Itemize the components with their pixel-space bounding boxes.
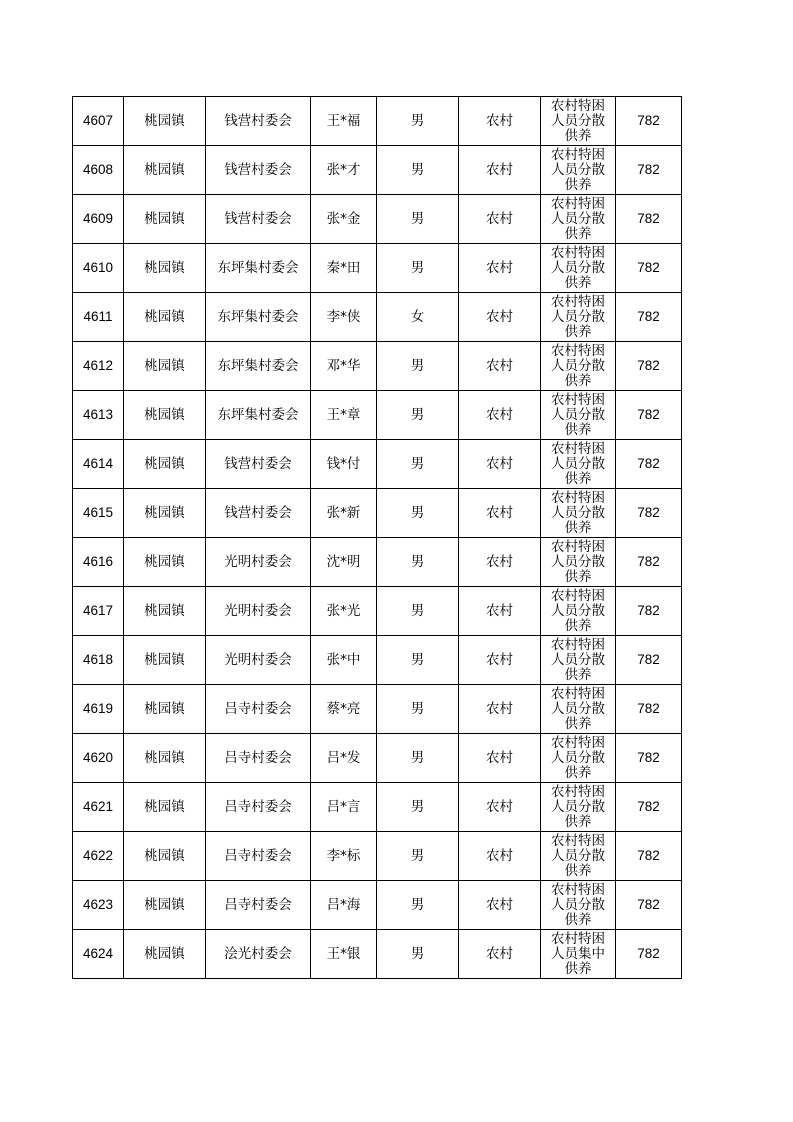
assistance-category-cell: [541, 97, 616, 146]
amount-cell: 782: [616, 734, 682, 783]
assistance-category-text: 农村特困人员分散供养: [551, 342, 605, 389]
records-table: [72, 96, 682, 979]
assistance-category-cell: [541, 489, 616, 538]
table-row: [73, 293, 682, 342]
gender-cell: 男: [377, 783, 459, 832]
person-name-cell: 王*福: [311, 97, 377, 146]
village-committee-cell: 钱营村委会: [206, 146, 311, 195]
person-name-cell: 秦*田: [311, 244, 377, 293]
village-committee-cell: 光明村委会: [206, 587, 311, 636]
person-name-cell: 吕*海: [311, 881, 377, 930]
residence-type-cell: 农村: [459, 440, 541, 489]
residence-type-cell: 农村: [459, 342, 541, 391]
record-number-cell: 4607: [73, 97, 124, 146]
record-number-cell: 4620: [73, 734, 124, 783]
person-name-cell: 钱*付: [311, 440, 377, 489]
record-number-cell: 4608: [73, 146, 124, 195]
amount-cell: 782: [616, 832, 682, 881]
village-committee-cell: 东坪集村委会: [206, 244, 311, 293]
residence-type-cell: 农村: [459, 489, 541, 538]
town-cell: 桃园镇: [124, 783, 206, 832]
person-name-cell: 李*侠: [311, 293, 377, 342]
assistance-category-text: 农村特困人员分散供养: [551, 195, 605, 242]
records-sheet: [72, 96, 682, 979]
assistance-category-text: 农村特困人员分散供养: [551, 391, 605, 438]
gender-cell: 男: [377, 636, 459, 685]
amount-cell: 782: [616, 195, 682, 244]
person-name-cell: 王*银: [311, 930, 377, 979]
person-name-cell: 张*才: [311, 146, 377, 195]
town-cell: 桃园镇: [124, 881, 206, 930]
amount-cell: 782: [616, 440, 682, 489]
residence-type-cell: 农村: [459, 783, 541, 832]
record-number-cell: 4617: [73, 587, 124, 636]
record-number-cell: 4621: [73, 783, 124, 832]
town-cell: 桃园镇: [124, 293, 206, 342]
person-name-cell: 王*章: [311, 391, 377, 440]
residence-type-cell: 农村: [459, 685, 541, 734]
assistance-category-cell: [541, 244, 616, 293]
assistance-category-text: 农村特困人员分散供养: [551, 783, 605, 830]
assistance-category-text: 农村特困人员分散供养: [551, 489, 605, 536]
residence-type-cell: 农村: [459, 930, 541, 979]
assistance-category-cell: [541, 342, 616, 391]
residence-type-cell: 农村: [459, 881, 541, 930]
table-row: [73, 440, 682, 489]
record-number-cell: 4610: [73, 244, 124, 293]
town-cell: 桃园镇: [124, 195, 206, 244]
residence-type-cell: 农村: [459, 195, 541, 244]
gender-cell: 男: [377, 195, 459, 244]
village-committee-cell: 吕寺村委会: [206, 881, 311, 930]
amount-cell: 782: [616, 636, 682, 685]
village-committee-cell: 东坪集村委会: [206, 293, 311, 342]
town-cell: 桃园镇: [124, 636, 206, 685]
table-row: [73, 195, 682, 244]
gender-cell: 女: [377, 293, 459, 342]
residence-type-cell: 农村: [459, 293, 541, 342]
person-name-cell: 张*光: [311, 587, 377, 636]
amount-cell: 782: [616, 685, 682, 734]
record-number-cell: 4624: [73, 930, 124, 979]
record-number-cell: 4614: [73, 440, 124, 489]
amount-cell: 782: [616, 244, 682, 293]
person-name-cell: 张*金: [311, 195, 377, 244]
residence-type-cell: 农村: [459, 538, 541, 587]
residence-type-cell: 农村: [459, 832, 541, 881]
town-cell: 桃园镇: [124, 734, 206, 783]
amount-cell: 782: [616, 587, 682, 636]
assistance-category-text: 农村特困人员分散供养: [551, 734, 605, 781]
gender-cell: 男: [377, 440, 459, 489]
town-cell: 桃园镇: [124, 832, 206, 881]
gender-cell: 男: [377, 587, 459, 636]
table-row: [73, 734, 682, 783]
village-committee-cell: 钱营村委会: [206, 489, 311, 538]
table-row: [73, 538, 682, 587]
assistance-category-cell: [541, 391, 616, 440]
assistance-category-cell: [541, 440, 616, 489]
table-row: [73, 881, 682, 930]
table-row: [73, 685, 682, 734]
person-name-cell: 吕*发: [311, 734, 377, 783]
town-cell: 桃园镇: [124, 342, 206, 391]
record-number-cell: 4615: [73, 489, 124, 538]
amount-cell: 782: [616, 881, 682, 930]
table-row: [73, 930, 682, 979]
person-name-cell: 张*新: [311, 489, 377, 538]
residence-type-cell: 农村: [459, 391, 541, 440]
assistance-category-cell: [541, 587, 616, 636]
assistance-category-cell: [541, 195, 616, 244]
person-name-cell: 张*中: [311, 636, 377, 685]
town-cell: 桃园镇: [124, 489, 206, 538]
gender-cell: 男: [377, 881, 459, 930]
assistance-category-cell: [541, 538, 616, 587]
amount-cell: 782: [616, 97, 682, 146]
record-number-cell: 4623: [73, 881, 124, 930]
table-row: [73, 489, 682, 538]
village-committee-cell: 钱营村委会: [206, 195, 311, 244]
town-cell: 桃园镇: [124, 587, 206, 636]
table-row: [73, 832, 682, 881]
assistance-category-text: 农村特困人员分散供养: [551, 146, 605, 193]
village-committee-cell: 吕寺村委会: [206, 685, 311, 734]
residence-type-cell: 农村: [459, 146, 541, 195]
residence-type-cell: 农村: [459, 636, 541, 685]
table-row: [73, 146, 682, 195]
gender-cell: 男: [377, 391, 459, 440]
assistance-category-text: 农村特困人员分散供养: [551, 97, 605, 144]
assistance-category-cell: [541, 685, 616, 734]
town-cell: 桃园镇: [124, 930, 206, 979]
table-row: [73, 342, 682, 391]
gender-cell: 男: [377, 97, 459, 146]
town-cell: 桃园镇: [124, 244, 206, 293]
amount-cell: 782: [616, 489, 682, 538]
record-number-cell: 4612: [73, 342, 124, 391]
assistance-category-cell: [541, 636, 616, 685]
gender-cell: 男: [377, 244, 459, 293]
assistance-category-text: 农村特困人员分散供养: [551, 440, 605, 487]
residence-type-cell: 农村: [459, 97, 541, 146]
amount-cell: 782: [616, 293, 682, 342]
town-cell: 桃园镇: [124, 146, 206, 195]
table-body: [73, 97, 682, 979]
person-name-cell: 吕*言: [311, 783, 377, 832]
record-number-cell: 4619: [73, 685, 124, 734]
gender-cell: 男: [377, 832, 459, 881]
assistance-category-cell: [541, 734, 616, 783]
gender-cell: 男: [377, 734, 459, 783]
village-committee-cell: 光明村委会: [206, 538, 311, 587]
person-name-cell: 沈*明: [311, 538, 377, 587]
assistance-category-text: 农村特困人员分散供养: [551, 685, 605, 732]
assistance-category-text: 农村特困人员分散供养: [551, 293, 605, 340]
town-cell: 桃园镇: [124, 538, 206, 587]
record-number-cell: 4613: [73, 391, 124, 440]
residence-type-cell: 农村: [459, 244, 541, 293]
assistance-category-text: 农村特困人员分散供养: [551, 636, 605, 683]
village-committee-cell: 东坪集村委会: [206, 391, 311, 440]
table-row: [73, 587, 682, 636]
village-committee-cell: 东坪集村委会: [206, 342, 311, 391]
assistance-category-text: 农村特困人员分散供养: [551, 587, 605, 634]
village-committee-cell: 钱营村委会: [206, 440, 311, 489]
table-row: [73, 783, 682, 832]
record-number-cell: 4622: [73, 832, 124, 881]
amount-cell: 782: [616, 538, 682, 587]
amount-cell: 782: [616, 146, 682, 195]
person-name-cell: 李*标: [311, 832, 377, 881]
town-cell: 桃园镇: [124, 391, 206, 440]
table-row: [73, 97, 682, 146]
amount-cell: 782: [616, 342, 682, 391]
record-number-cell: 4616: [73, 538, 124, 587]
town-cell: 桃园镇: [124, 97, 206, 146]
assistance-category-text: 农村特困人员分散供养: [551, 538, 605, 585]
village-committee-cell: 浍光村委会: [206, 930, 311, 979]
assistance-category-text: 农村特困人员分散供养: [551, 881, 605, 928]
assistance-category-cell: [541, 832, 616, 881]
gender-cell: 男: [377, 146, 459, 195]
residence-type-cell: 农村: [459, 734, 541, 783]
person-name-cell: 蔡*亮: [311, 685, 377, 734]
gender-cell: 男: [377, 930, 459, 979]
residence-type-cell: 农村: [459, 587, 541, 636]
assistance-category-cell: [541, 930, 616, 979]
village-committee-cell: 吕寺村委会: [206, 734, 311, 783]
person-name-cell: 邓*华: [311, 342, 377, 391]
gender-cell: 男: [377, 489, 459, 538]
assistance-category-text: 农村特困人员分散供养: [551, 244, 605, 291]
assistance-category-cell: [541, 293, 616, 342]
town-cell: 桃园镇: [124, 685, 206, 734]
table-row: [73, 391, 682, 440]
table-row: [73, 636, 682, 685]
gender-cell: 男: [377, 342, 459, 391]
village-committee-cell: 光明村委会: [206, 636, 311, 685]
record-number-cell: 4609: [73, 195, 124, 244]
village-committee-cell: 吕寺村委会: [206, 832, 311, 881]
assistance-category-cell: [541, 881, 616, 930]
village-committee-cell: 吕寺村委会: [206, 783, 311, 832]
gender-cell: 男: [377, 538, 459, 587]
gender-cell: 男: [377, 685, 459, 734]
table-row: [73, 244, 682, 293]
town-cell: 桃园镇: [124, 440, 206, 489]
village-committee-cell: 钱营村委会: [206, 97, 311, 146]
assistance-category-cell: [541, 146, 616, 195]
assistance-category-text: 农村特困人员集中供养: [551, 930, 605, 977]
amount-cell: 782: [616, 391, 682, 440]
amount-cell: 782: [616, 930, 682, 979]
assistance-category-text: 农村特困人员分散供养: [551, 832, 605, 879]
amount-cell: 782: [616, 783, 682, 832]
record-number-cell: 4611: [73, 293, 124, 342]
assistance-category-cell: [541, 783, 616, 832]
record-number-cell: 4618: [73, 636, 124, 685]
